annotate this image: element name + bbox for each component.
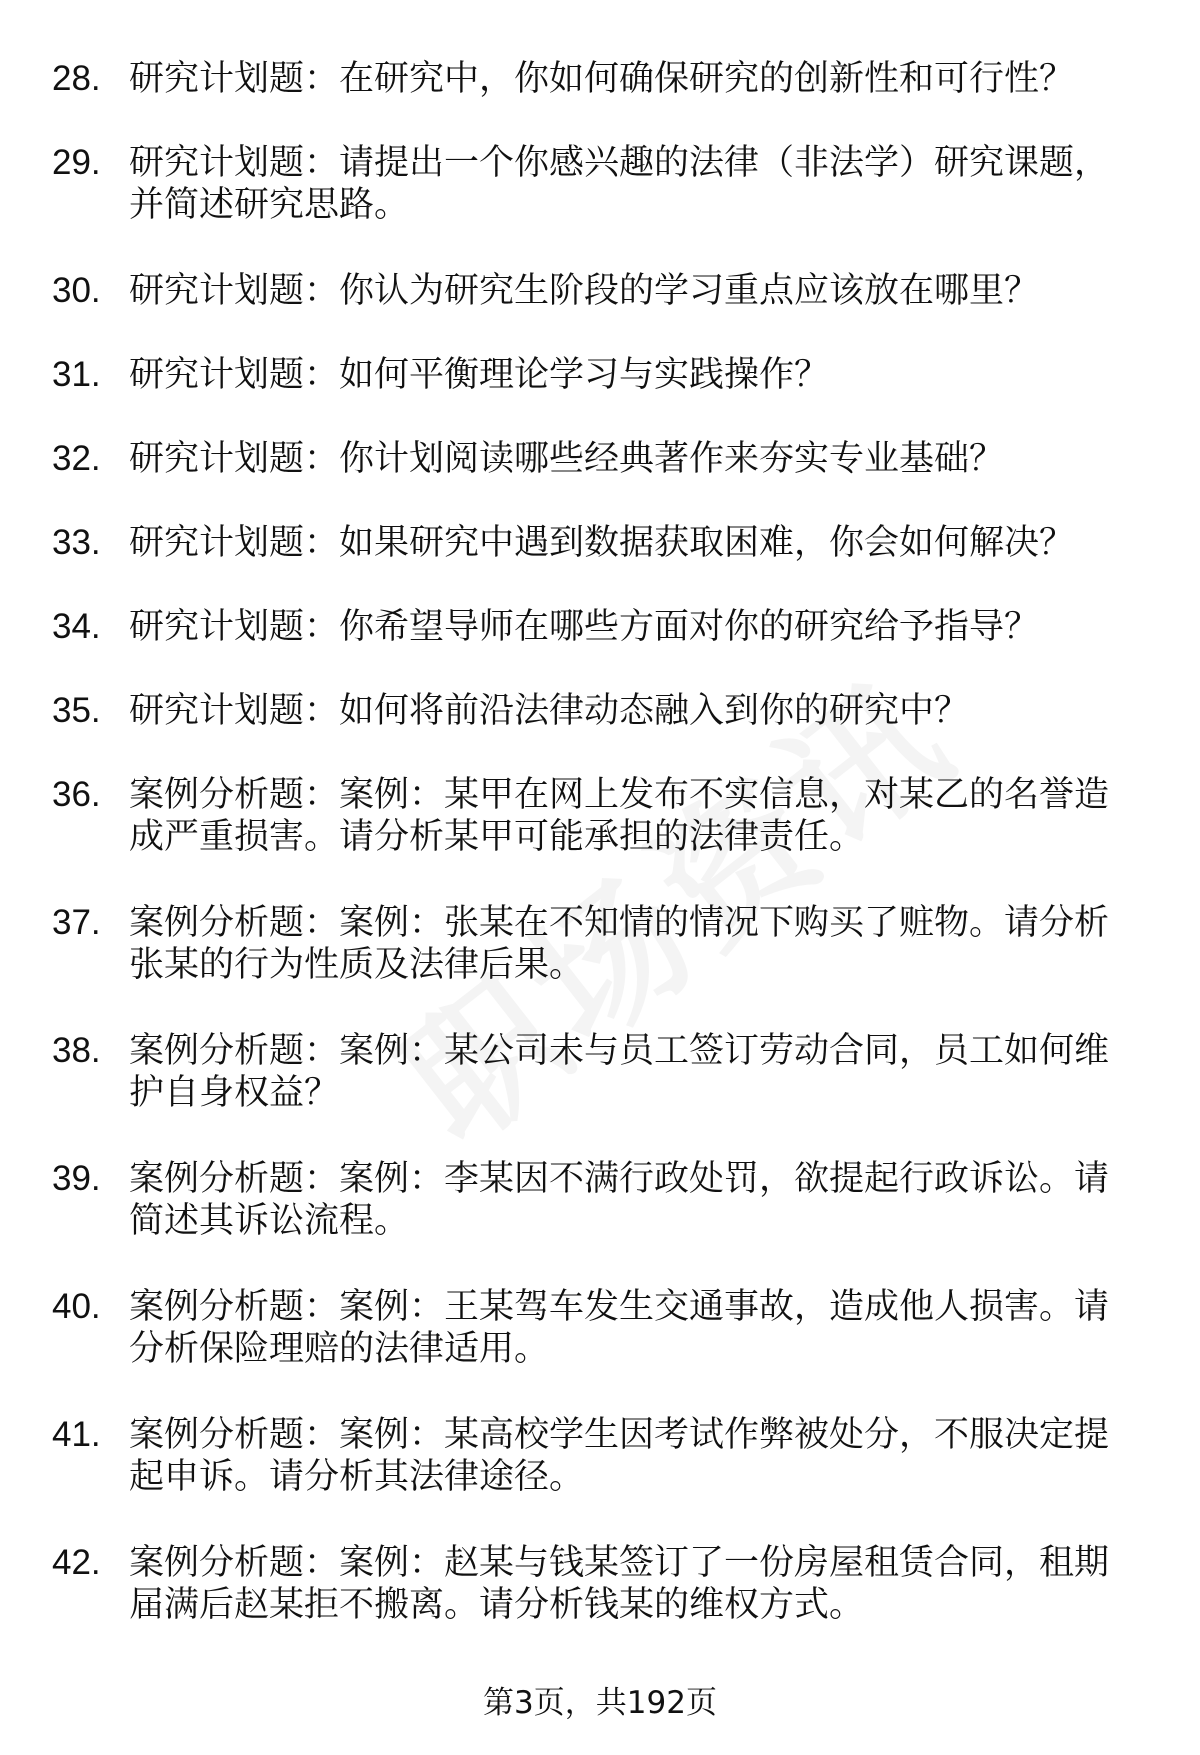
question-text: 研究计划题：请提出一个你感兴趣的法律（非法学）研究课题，并简述研究思路。 bbox=[129, 143, 1110, 225]
question-item bbox=[0, 774, 1200, 858]
question-item bbox=[0, 1414, 1200, 1498]
question-text: 案例分析题：案例：某甲在网上发布不实信息，对某乙的名誉造成严重损害。请分析某甲可能承担的法律责任。 bbox=[129, 775, 1110, 857]
question-number: 38. bbox=[52, 1031, 101, 1070]
question-text: 案例分析题：案例：某公司未与员工签订劳动合同，员工如何维护自身权益？ bbox=[129, 1031, 1110, 1113]
question-text: 研究计划题：你计划阅读哪些经典著作来夯实专业基础？ bbox=[129, 439, 1005, 479]
question-text: 案例分析题：案例：张某在不知情的情况下购买了赃物。请分析张某的行为性质及法律后果。 bbox=[129, 903, 1110, 985]
question-item bbox=[0, 142, 1200, 226]
question-text: 研究计划题：如何平衡理论学习与实践操作？ bbox=[129, 355, 830, 395]
question-item bbox=[0, 1030, 1200, 1114]
question-item bbox=[0, 270, 1200, 312]
question-item bbox=[0, 690, 1200, 732]
question-number: 28. bbox=[52, 59, 101, 98]
question-text: 研究计划题：在研究中，你如何确保研究的创新性和可行性？ bbox=[129, 59, 1075, 99]
question-text: 研究计划题：如何将前沿法律动态融入到你的研究中？ bbox=[129, 691, 970, 731]
question-number: 34. bbox=[52, 607, 101, 646]
question-number: 35. bbox=[52, 691, 101, 730]
question-number: 36. bbox=[52, 775, 101, 814]
question-item bbox=[0, 1286, 1200, 1370]
question-text: 研究计划题：如果研究中遇到数据获取困难，你会如何解决？ bbox=[129, 523, 1075, 563]
question-number: 32. bbox=[52, 439, 101, 478]
question-text: 案例分析题：案例：李某因不满行政处罚，欲提起行政诉讼。请简述其诉讼流程。 bbox=[129, 1159, 1110, 1241]
question-number: 41. bbox=[52, 1415, 101, 1454]
question-number: 39. bbox=[52, 1159, 101, 1198]
question-text: 案例分析题：案例：某高校学生因考试作弊被处分，不服决定提起申诉。请分析其法律途径。 bbox=[129, 1415, 1110, 1497]
question-item bbox=[0, 438, 1200, 480]
question-item bbox=[0, 902, 1200, 986]
page-footer: 第3页，共192页 bbox=[483, 1685, 717, 1721]
question-item bbox=[0, 354, 1200, 396]
question-number: 40. bbox=[52, 1287, 101, 1326]
question-text: 案例分析题：案例：赵某与钱某签订了一份房屋租赁合同，租期届满后赵某拒不搬离。请分析钱某的维权方式。 bbox=[129, 1543, 1110, 1625]
question-list bbox=[0, 58, 1200, 1670]
question-item bbox=[0, 58, 1200, 100]
question-number: 37. bbox=[52, 903, 101, 942]
question-item bbox=[0, 1542, 1200, 1626]
question-text: 案例分析题：案例：王某驾车发生交通事故，造成他人损害。请分析保险理赔的法律适用。 bbox=[129, 1287, 1110, 1369]
question-number: 33. bbox=[52, 523, 101, 562]
question-number: 42. bbox=[52, 1543, 101, 1582]
question-item bbox=[0, 1158, 1200, 1242]
question-number: 29. bbox=[52, 143, 101, 182]
question-item bbox=[0, 522, 1200, 564]
question-number: 31. bbox=[52, 355, 101, 394]
question-text: 研究计划题：你认为研究生阶段的学习重点应该放在哪里？ bbox=[129, 271, 1040, 311]
question-item bbox=[0, 606, 1200, 648]
question-number: 30. bbox=[52, 271, 101, 310]
question-text: 研究计划题：你希望导师在哪些方面对你的研究给予指导？ bbox=[129, 607, 1040, 647]
